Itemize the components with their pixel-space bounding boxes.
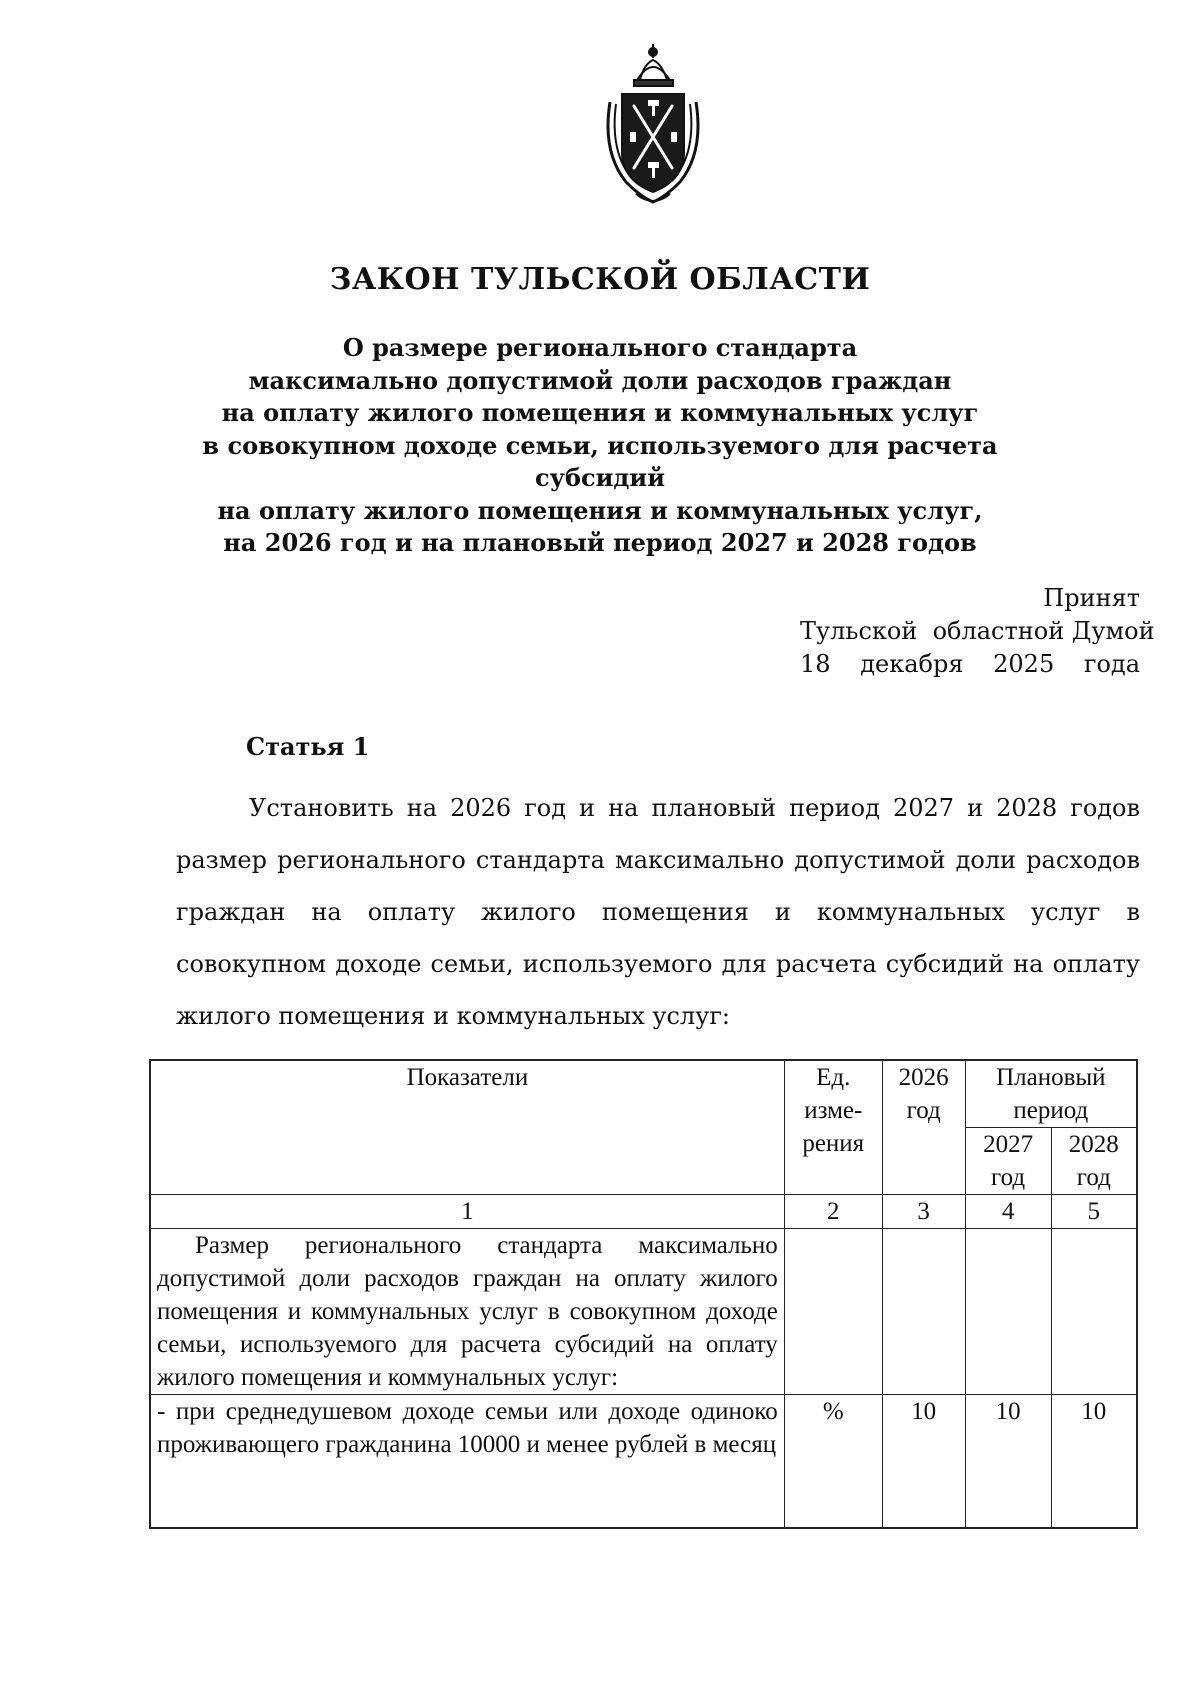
header-indicators: Показатели: [150, 1060, 784, 1195]
adoption-date: [800, 648, 1140, 681]
empty-cell: [1051, 1229, 1137, 1395]
header-2028: 2028 год: [1051, 1128, 1137, 1195]
subtitle-line: на оплату жилого помещения и коммунальных услуг,: [217, 495, 983, 525]
header-2026: 2026 год: [882, 1060, 965, 1195]
document-subtitle: [160, 332, 1040, 560]
col-number: 3: [882, 1195, 965, 1229]
subtitle-line: в совокупном доходе семьи, используемого для расчета субсидий: [202, 430, 998, 492]
table-header-row: [150, 1060, 1137, 1128]
adopted-by: Тульской областной Думой: [800, 617, 1155, 645]
subtitle-line: на 2026 год и на плановый период 2027 и 2028 годов: [223, 528, 977, 557]
adopted-label: Принят: [1043, 584, 1140, 612]
document-title: ЗАКОН ТУЛЬСКОЙ ОБЛАСТИ: [329, 262, 871, 297]
adoption-year: 2025: [993, 650, 1055, 678]
empty-cell: [784, 1229, 882, 1395]
row-value-2027: 10: [965, 1395, 1051, 1529]
column-number-row: [150, 1195, 1137, 1229]
table-section-row: [150, 1229, 1137, 1395]
empty-cell: [965, 1229, 1051, 1395]
row-unit: %: [784, 1395, 882, 1529]
row-value-2028: 10: [1051, 1395, 1137, 1529]
subtitle-line: максимально допустимой доли расходов граждан: [248, 365, 952, 395]
header-unit: Ед. изме-рения: [784, 1060, 882, 1195]
col-number: 5: [1051, 1195, 1137, 1229]
adoption-day: 18: [800, 650, 831, 678]
subtitle-line: О размере регионального стандарта: [342, 333, 858, 362]
header-planned-period: Плановый период: [965, 1060, 1137, 1128]
col-number: 2: [784, 1195, 882, 1229]
adoption-block: [800, 582, 1155, 681]
empty-cell: [882, 1229, 965, 1395]
adoption-month: декабря: [860, 650, 964, 678]
tula-coat-of-arms-icon: [596, 42, 711, 210]
article-heading: Статья 1: [246, 732, 370, 761]
standards-table: [149, 1059, 1138, 1529]
row-label: - при среднедушевом доходе семьи или доходе одиноко проживающего гражданина 10000 и менее рублей в месяц: [150, 1395, 784, 1529]
col-number: 1: [150, 1195, 784, 1229]
row-value-2026: 10: [882, 1395, 965, 1529]
col-number: 4: [965, 1195, 1051, 1229]
subtitle-line: на оплату жилого помещения и коммунальных услуг: [221, 398, 979, 427]
header-2027: 2027 год: [965, 1128, 1051, 1195]
adoption-suffix: года: [1083, 650, 1140, 678]
table-row: [150, 1395, 1137, 1529]
article-text: Установить на 2026 год и на плановый период 2027 и 2028 годов размер регионального стандарта максимально допустимой доли расходов граждан на оплату жилого помещения и коммунальных услуг в совокупном доходе семьи, используемого для расчета субсидий на оплату жилого помещения и коммунальных услуг:: [176, 794, 1140, 1030]
section-label: Размер регионального стандарта максимально допустимой доли расходов граждан на оплату жилого помещения и коммунальных услуг в совокупном доходе семьи, используемого для расчета субсидий на оплату жилого помещения и коммунальных услуг:: [150, 1229, 784, 1395]
